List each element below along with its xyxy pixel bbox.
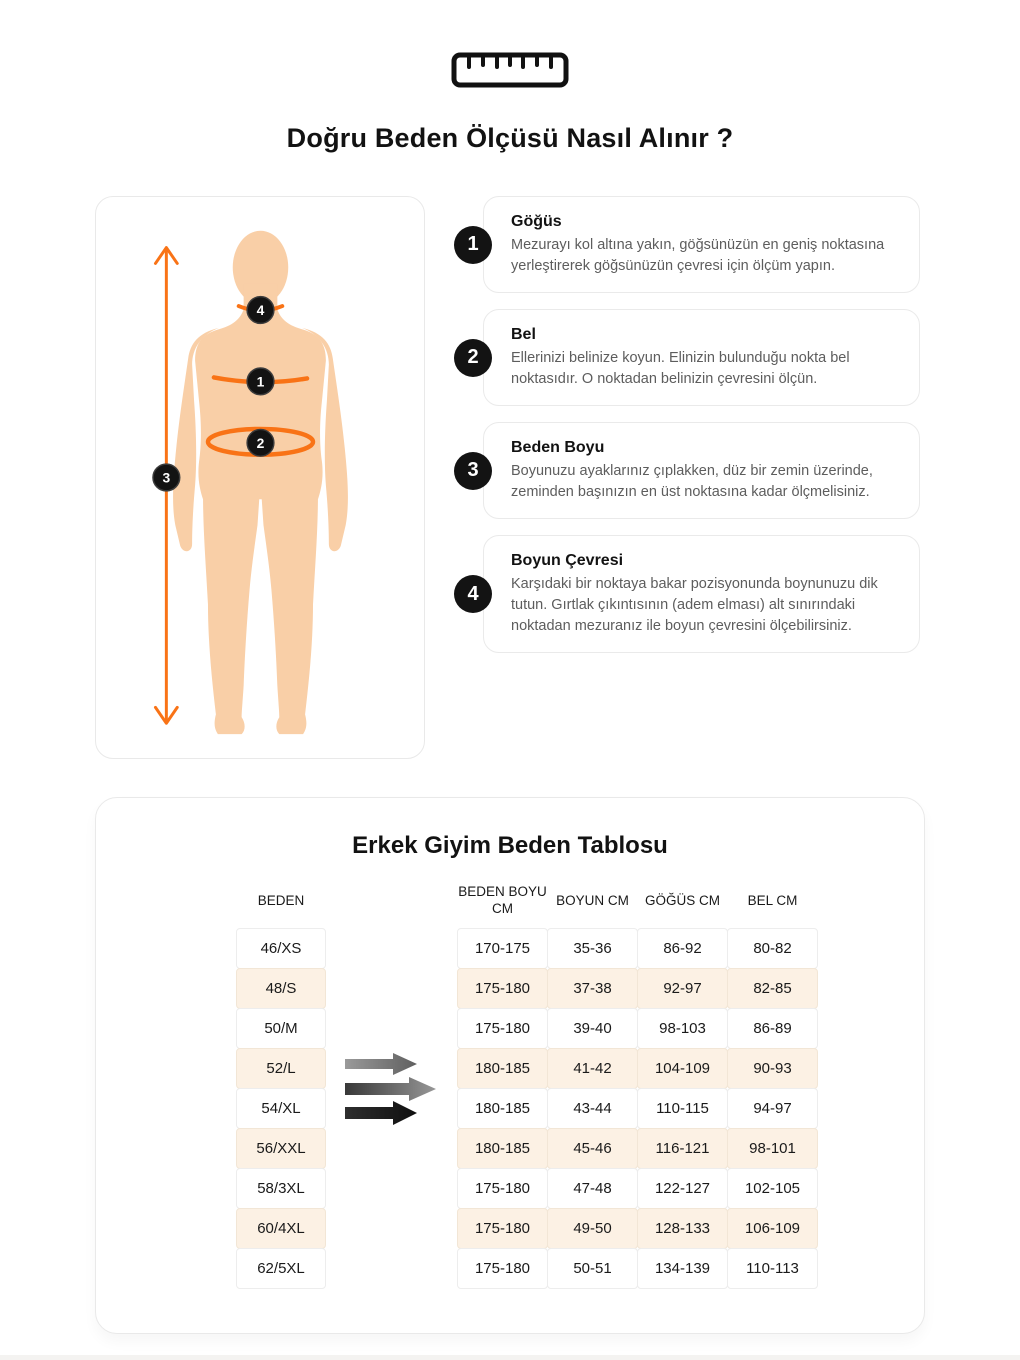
chest-cell: 92-97	[637, 968, 728, 1009]
size-table	[236, 872, 924, 1289]
waist-cell: 102-105	[727, 1168, 818, 1209]
triple-transfer-arrows-icon	[343, 1052, 439, 1126]
size-cell: 58/3XL	[236, 1168, 326, 1209]
neck-cell: 41-42	[547, 1048, 638, 1089]
chest-cell: 134-139	[637, 1248, 728, 1289]
size-cell: 60/4XL	[236, 1208, 326, 1249]
size-table-title: Erkek Giyim Beden Tablosu	[352, 832, 668, 859]
step-text: Ellerinizi belinize koyun. Elinizin bulunduğu nokta bel noktasıdır. O noktadan belinizin çevresini ölçün.	[511, 350, 850, 387]
neck-cell: 43-44	[547, 1088, 638, 1129]
table-row	[457, 1168, 818, 1209]
height-cell: 180-185	[457, 1128, 548, 1169]
height-cell: 175-180	[457, 1008, 548, 1049]
column-header-height: BEDEN BOYU CM	[458, 884, 547, 916]
step-number-badge: 4	[454, 575, 492, 613]
height-cell: 175-180	[457, 968, 548, 1009]
height-cell: 180-185	[457, 1048, 548, 1089]
size-column	[236, 872, 326, 1289]
step-card-neck	[467, 535, 920, 653]
column-header-neck: BOYUN CM	[556, 892, 629, 908]
table-row	[457, 1008, 818, 1049]
ruler-icon	[451, 52, 569, 88]
size-cell: 48/S	[236, 968, 326, 1009]
chest-cell: 110-115	[637, 1088, 728, 1129]
step-card-chest	[467, 196, 920, 293]
table-row	[457, 1048, 818, 1089]
table-row	[457, 1128, 818, 1169]
height-badge: 3	[162, 469, 171, 486]
column-header-chest: GÖĞÜS CM	[644, 892, 720, 908]
step-number-badge: 2	[454, 339, 492, 377]
step-card-height	[467, 422, 920, 519]
measurement-guide-section	[95, 196, 920, 759]
body-measurement-figure	[95, 196, 425, 759]
chest-cell: 86-92	[637, 928, 728, 969]
waist-cell: 106-109	[727, 1208, 818, 1249]
arrow-column	[326, 872, 457, 1289]
height-cell: 180-185	[457, 1088, 548, 1129]
column-header-beden: BEDEN	[257, 892, 305, 908]
size-cell: 46/XS	[236, 928, 326, 969]
step-number-badge: 1	[454, 226, 492, 264]
step-text: Boyunuzu ayaklarınız çıplakken, düz bir zemin üzerinde, zeminden başınızın en üst noktasına kadar ölçmelisiniz.	[511, 463, 873, 500]
size-cell: 56/XXL	[236, 1128, 326, 1169]
table-row	[457, 1248, 818, 1289]
step-title: Boyun Çevresi	[511, 552, 624, 569]
chest-cell: 116-121	[637, 1128, 728, 1169]
neck-cell: 45-46	[547, 1128, 638, 1169]
size-cell: 50/M	[236, 1008, 326, 1049]
values-header-row	[457, 872, 818, 928]
step-title: Bel	[511, 326, 536, 343]
height-cell: 170-175	[457, 928, 548, 969]
chest-cell: 98-103	[637, 1008, 728, 1049]
neck-cell: 35-36	[547, 928, 638, 969]
page-bottom-divider	[0, 1355, 1020, 1360]
table-row	[457, 1088, 818, 1129]
step-text: Mezurayı kol altına yakın, göğsünüzün en geniş noktasına yerleştirerek göğsünüzün çevresi için ölçüm yapın.	[511, 237, 885, 274]
neck-cell: 49-50	[547, 1208, 638, 1249]
page-title: Doğru Beden Ölçüsü Nasıl Alınır ?	[286, 123, 734, 153]
waist-badge: 2	[256, 434, 265, 451]
chest-cell: 128-133	[637, 1208, 728, 1249]
size-cell: 54/XL	[236, 1088, 326, 1129]
table-row	[457, 968, 818, 1009]
waist-cell: 86-89	[727, 1008, 818, 1049]
neck-badge: 4	[256, 301, 265, 318]
values-columns	[457, 872, 818, 1289]
waist-cell: 90-93	[727, 1048, 818, 1089]
step-title: Beden Boyu	[511, 439, 605, 456]
chest-badge: 1	[256, 373, 265, 390]
height-cell: 175-180	[457, 1248, 548, 1289]
column-header-waist: BEL CM	[747, 892, 798, 908]
waist-cell: 110-113	[727, 1248, 818, 1289]
waist-cell: 82-85	[727, 968, 818, 1009]
size-table-section	[95, 797, 925, 1334]
step-card-waist	[467, 309, 920, 406]
chest-cell: 122-127	[637, 1168, 728, 1209]
step-title: Göğüs	[511, 213, 562, 230]
measurement-steps	[467, 196, 920, 759]
waist-cell: 98-101	[727, 1128, 818, 1169]
table-row	[457, 928, 818, 969]
neck-cell: 39-40	[547, 1008, 638, 1049]
step-number-badge: 3	[454, 452, 492, 490]
page-header	[0, 0, 1020, 154]
waist-cell: 94-97	[727, 1088, 818, 1129]
neck-cell: 50-51	[547, 1248, 638, 1289]
size-cell: 62/5XL	[236, 1248, 326, 1289]
step-text: Karşıdaki bir noktaya bakar pozisyonunda boynunuzu dik tutun. Gırtlak çıkıntısının (adem elması) alt sınırındaki noktadan mezuranız ile boyun çevresini ölçebilirsiniz.	[511, 576, 878, 634]
chest-cell: 104-109	[637, 1048, 728, 1089]
waist-cell: 80-82	[727, 928, 818, 969]
neck-cell: 37-38	[547, 968, 638, 1009]
neck-cell: 47-48	[547, 1168, 638, 1209]
size-cell: 52/L	[236, 1048, 326, 1089]
table-row	[457, 1208, 818, 1249]
height-cell: 175-180	[457, 1168, 548, 1209]
height-cell: 175-180	[457, 1208, 548, 1249]
